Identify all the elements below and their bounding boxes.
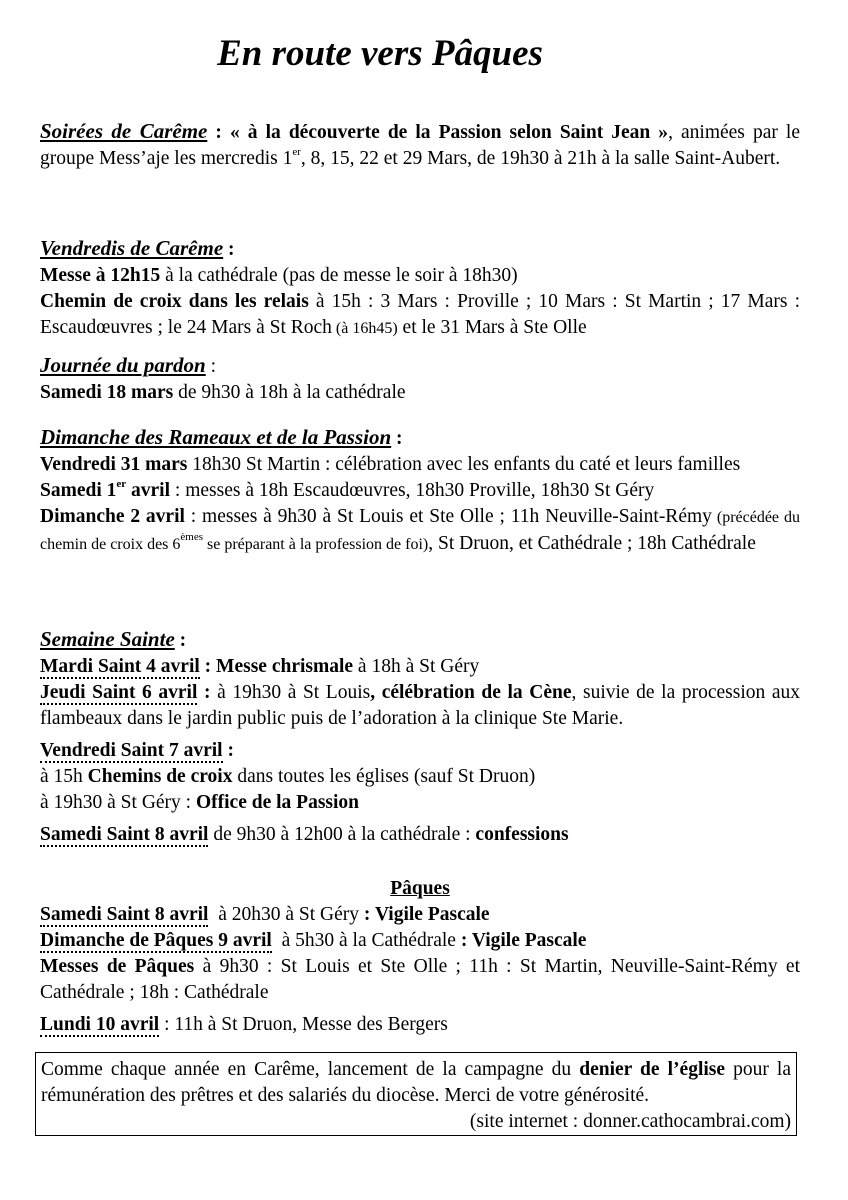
- paques-messes-rest: à 9h30 : St Louis et Ste Olle ; 11h : St Martin, Neuville-Saint-Rémy et Cathédrale ; 18h : Cathédrale: [40, 956, 800, 1003]
- paques-heading: Pâques: [390, 878, 450, 899]
- vendredis-messe-bold: Messe à 12h15: [40, 265, 161, 286]
- paques-dimanche-label: Dimanche de Pâques 9 avril: [40, 930, 272, 951]
- rameaux-heading-line: [40, 424, 800, 452]
- paques-dimanche-bold: : Vigile Pascale: [460, 930, 587, 951]
- mardi-rest: à 18h à St Géry: [353, 656, 480, 677]
- vendredis-heading: Vendredis de Carême: [40, 236, 224, 260]
- rameaux-l3-bold: Dimanche 2 avril: [40, 506, 185, 527]
- vendredis-chemin-bold: Chemin de croix dans les relais: [40, 291, 309, 312]
- paques-lundi-label: Lundi 10 avril: [40, 1014, 160, 1035]
- jeudi-line: [40, 680, 800, 732]
- pardon-colon: :: [205, 356, 216, 377]
- paques-samedi: [40, 902, 800, 928]
- denier-site: (site internet : donner.cathocambrai.com): [469, 1111, 791, 1132]
- rameaux-l3-end: , St Druon, et Cathédrale ; 18h Cathédrale: [428, 533, 756, 554]
- paques-messes: [40, 954, 800, 1006]
- mardi-bold: Messe chrismale: [216, 656, 354, 677]
- rameaux-l1-rest: 18h30 St Martin : célébration avec les enfants du caté et leurs familles: [187, 454, 741, 475]
- mardi-label: Mardi Saint 4 avril: [40, 656, 200, 677]
- section-vendredis: [40, 235, 800, 342]
- paques-samedi-rest: à 20h30 à St Géry: [208, 904, 364, 925]
- jeudi-colon: :: [197, 682, 211, 703]
- pardon-line: [40, 380, 800, 406]
- vendredis-chemin-end: et le 31 Mars à Ste Olle: [397, 317, 587, 338]
- soirees-heading: Soirées de Carême: [40, 119, 208, 143]
- jeudi-rest: , suivie de la procession aux flambeaux dans le jardin public puis de l’adoration à la clinique Ste Marie.: [40, 682, 800, 729]
- rameaux-l2-rest: : messes à 18h Escaudœuvres, 18h30 Proville, 18h30 St Géry: [170, 480, 655, 501]
- soirees-text-a: , animées par le groupe Mess’aje les mercredis 1: [40, 122, 800, 169]
- vs-l1-rest: dans toutes les églises (sauf St Druon): [232, 766, 536, 787]
- rameaux-l2-bold-a: Samedi 1: [40, 480, 117, 501]
- vendredi-saint-colon: :: [222, 740, 234, 761]
- paques-samedi-bold: : Vigile Pascale: [363, 904, 490, 925]
- soirees-text-b: , 8, 15, 22 et 29 Mars, de 19h30 à 21h à la salle Saint-Aubert.: [300, 148, 781, 169]
- vendredi-saint-l1: [40, 764, 800, 790]
- denier-text-a: Comme chaque année en Carême, lancement de la campagne du: [41, 1059, 580, 1080]
- paques-lundi: [40, 1012, 800, 1038]
- vendredi-saint-label: Vendredi Saint 7 avril: [40, 740, 223, 761]
- pardon-heading: Journée du pardon: [40, 353, 206, 377]
- rameaux-l1-bold: Vendredi 31 mars: [40, 454, 188, 475]
- section-soirees: [40, 118, 800, 172]
- vendredis-messe-rest: à la cathédrale (pas de messe le soir à 18h30): [160, 265, 518, 286]
- section-paques: [40, 876, 800, 1038]
- vs-l2-bold: Office de la Passion: [195, 792, 360, 813]
- vendredis-heading-line: [40, 235, 800, 263]
- soirees-sep: :: [207, 122, 230, 143]
- section-pardon: [40, 352, 800, 406]
- section-semaine-sainte: [40, 626, 800, 848]
- vendredi-saint-l2: [40, 790, 800, 816]
- samedi-saint-bold: confessions: [475, 824, 569, 845]
- rameaux-l2-bold-b: avril: [126, 480, 171, 501]
- vs-l2-a: à 19h30 à St Géry :: [40, 792, 196, 813]
- rameaux-l3-small-a: (précédée du chemin de croix des 6: [40, 509, 800, 553]
- paques-dimanche: [40, 928, 800, 954]
- paques-heading-line: [40, 876, 800, 902]
- jeudi-a: à 19h30 à St Louis: [210, 682, 371, 703]
- jeudi-bold: , célébration de la Cène: [370, 682, 572, 703]
- mardi-colon: :: [199, 656, 217, 677]
- vendredis-chemin-small: (à 16h45): [331, 320, 398, 337]
- pardon-heading-line: [40, 352, 800, 380]
- jeudi-label: Jeudi Saint 6 avril: [40, 682, 198, 703]
- rameaux-l2-sup: er: [116, 478, 127, 490]
- denier-text-b: pour la rémunération des prêtres et des salariés du diocèse. Merci de votre générosité.: [41, 1059, 791, 1106]
- vendredis-chemin-rest: à 15h : 3 Mars : Proville ; 10 Mars : St Martin ; 17 Mars : Escaudœuvres ; le 24 Mars à St Roch: [40, 291, 800, 338]
- samedi-saint-line: [40, 822, 800, 848]
- rameaux-line-2: [40, 478, 800, 504]
- paques-lundi-rest: : 11h à St Druon, Messe des Bergers: [159, 1014, 448, 1035]
- pardon-rest: de 9h30 à 18h à la cathédrale: [173, 382, 406, 403]
- semaine-colon: :: [174, 630, 187, 651]
- rameaux-l3-sup: èmes: [180, 531, 204, 543]
- page-title: En route vers Pâques: [217, 33, 543, 74]
- paques-samedi-label: Samedi Saint 8 avril: [40, 904, 209, 925]
- rameaux-line-1: [40, 452, 800, 478]
- vendredi-saint-line: [40, 738, 800, 764]
- semaine-heading: Semaine Sainte: [40, 627, 175, 651]
- samedi-saint-label: Samedi Saint 8 avril: [40, 824, 209, 845]
- section-rameaux: [40, 424, 800, 558]
- pardon-date: Samedi 18 mars: [40, 382, 174, 403]
- denier-bold: denier de l’église: [579, 1059, 726, 1080]
- vs-l1-bold: Chemins de croix: [87, 766, 233, 787]
- vs-l1-a: à 15h: [40, 766, 88, 787]
- rameaux-colon: :: [391, 428, 403, 449]
- soirees-sup: er: [292, 146, 301, 158]
- rameaux-l3-rest: : messes à 9h30 à St Louis et Ste Olle ; 11h Neuville-Saint-Rémy: [184, 506, 712, 527]
- paques-messes-bold: Messes de Pâques: [40, 956, 195, 977]
- rameaux-heading: Dimanche des Rameaux et de la Passion: [40, 425, 392, 449]
- rameaux-line-3: [40, 504, 800, 558]
- samedi-saint-rest: de 9h30 à 12h00 à la cathédrale :: [208, 824, 476, 845]
- mardi-line: [40, 654, 800, 680]
- vendredis-messe: [40, 263, 800, 289]
- soirees-theme: « à la découverte de la Passion selon Saint Jean »: [229, 122, 669, 143]
- paques-dimanche-rest: à 5h30 à la Cathédrale: [271, 930, 461, 951]
- vendredis-chemin: [40, 289, 800, 342]
- vendredis-colon: :: [223, 239, 235, 260]
- denier-box: [35, 1052, 797, 1136]
- semaine-heading-line: [40, 626, 800, 654]
- rameaux-l3-small-b: se préparant à la profession de foi): [203, 536, 429, 553]
